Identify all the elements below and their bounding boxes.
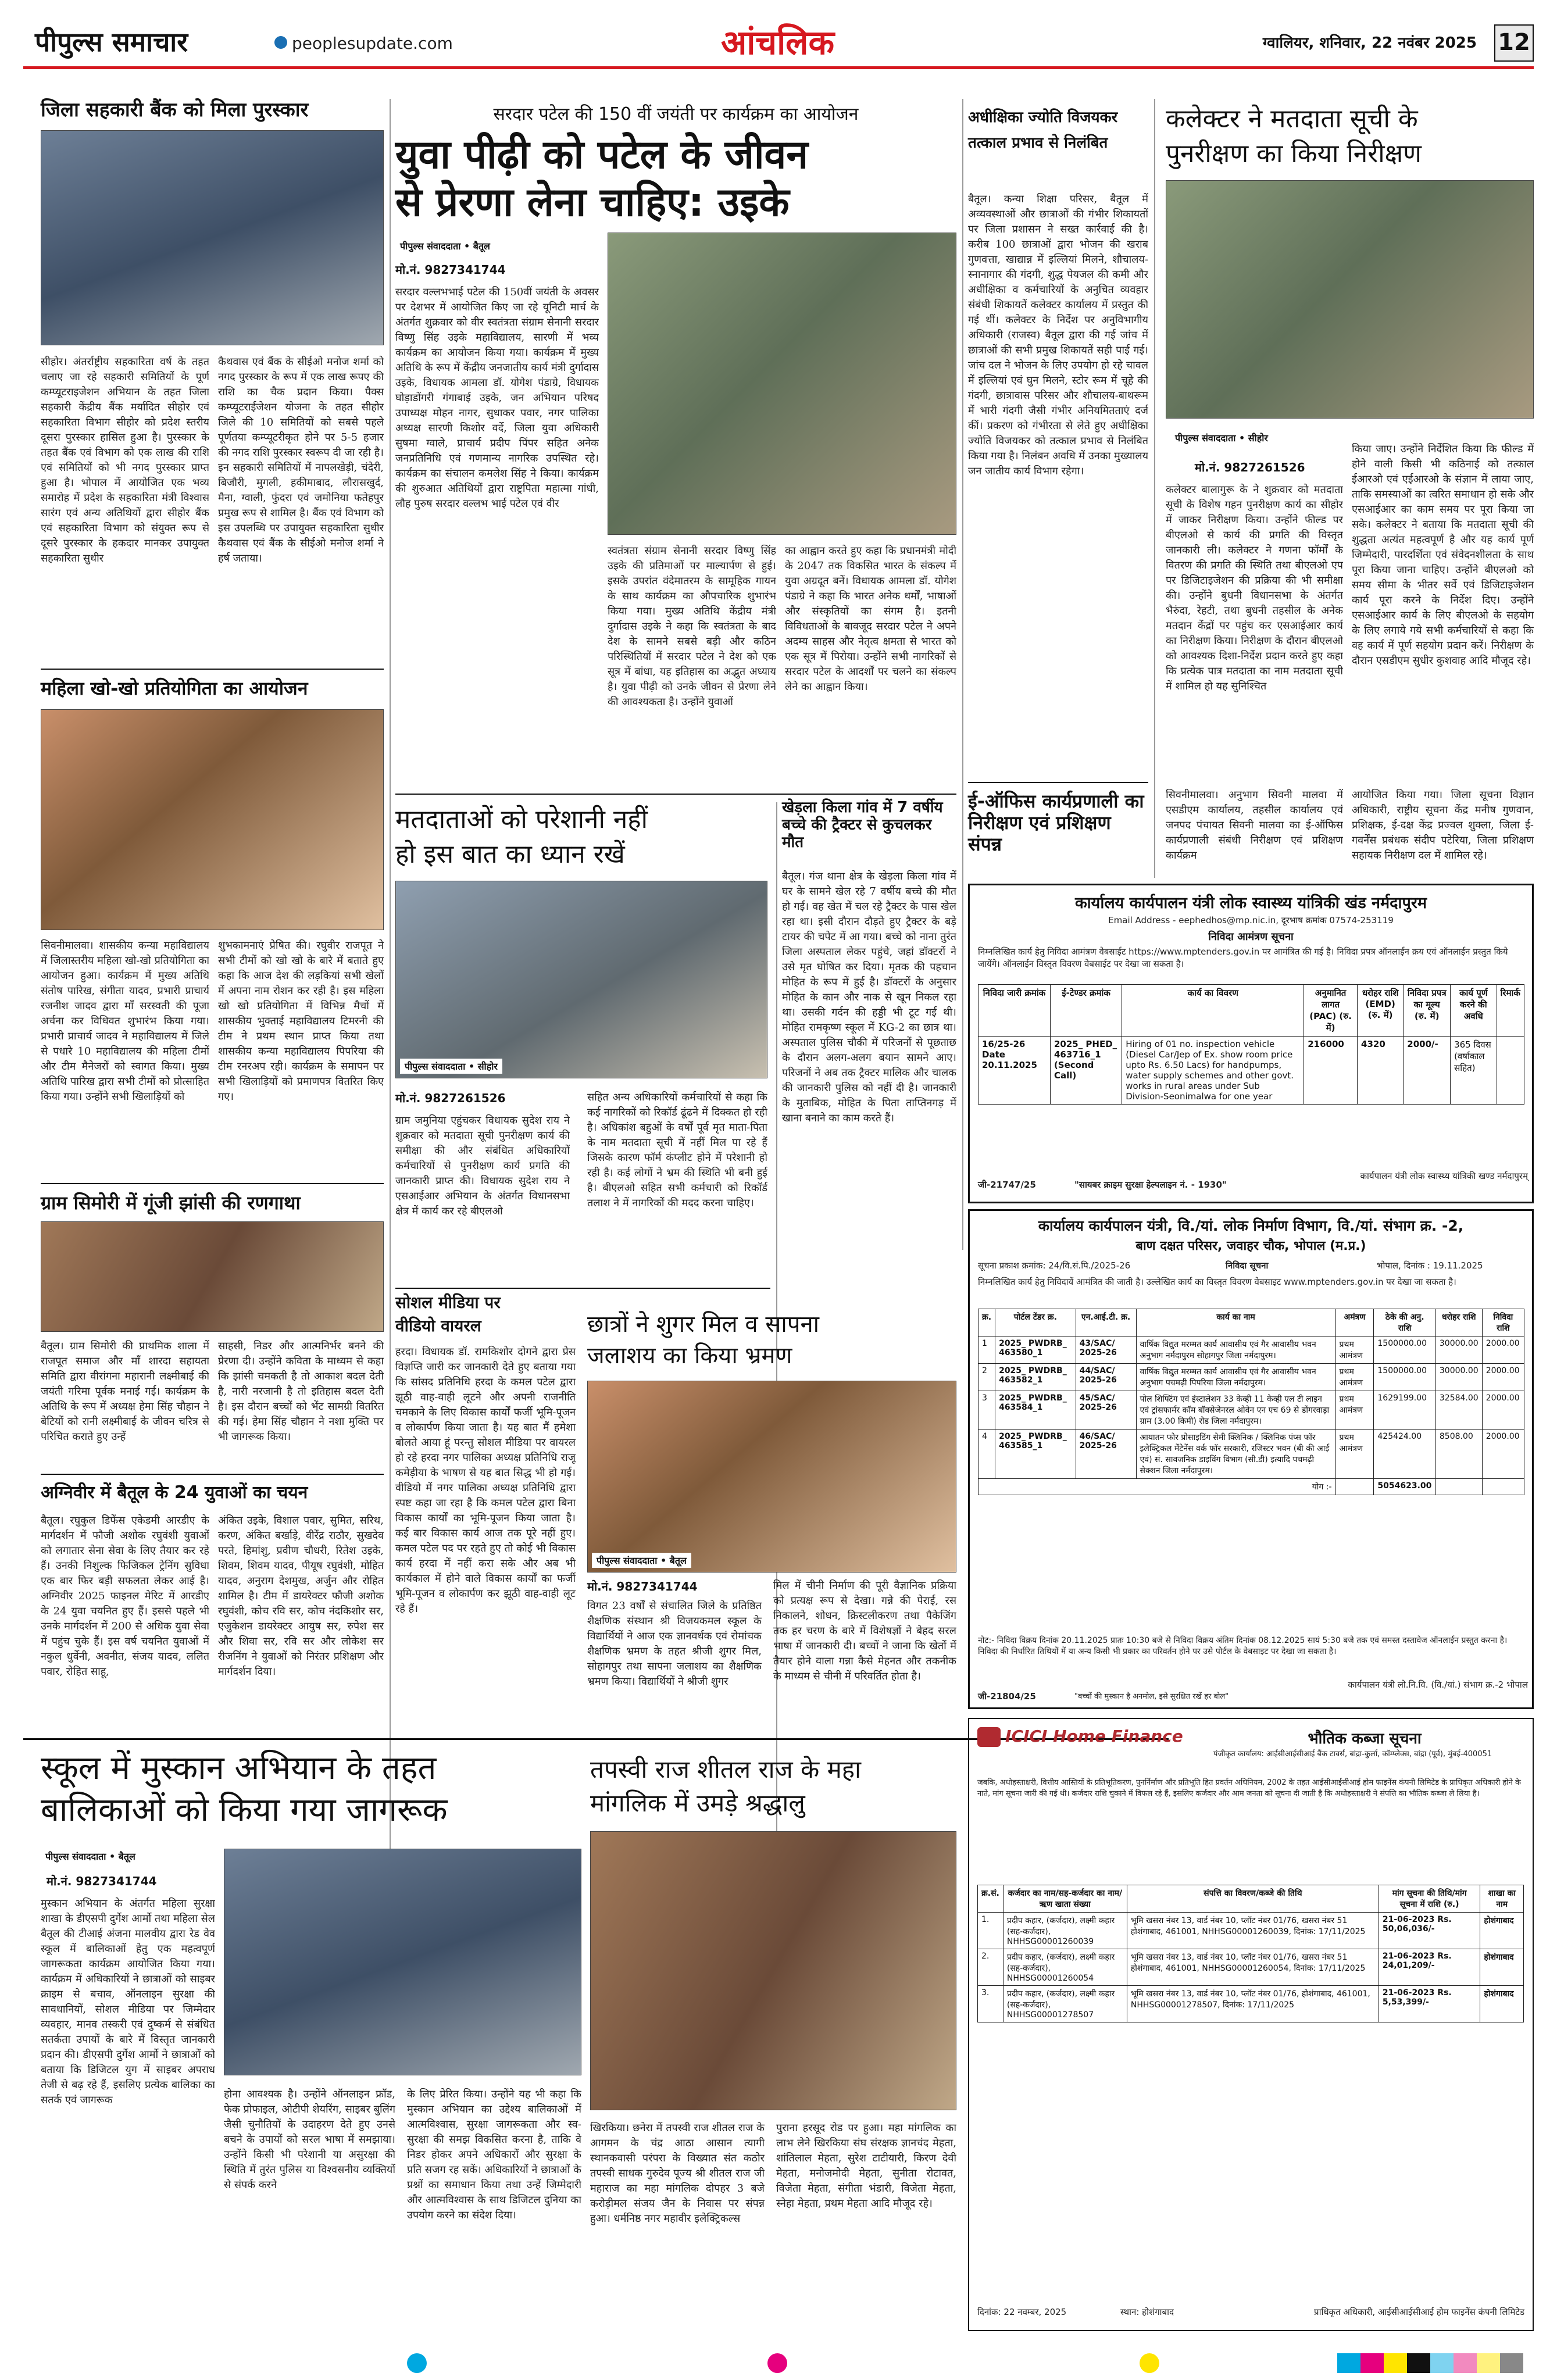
- table-cell: होशंगाबाद: [1480, 1949, 1524, 1986]
- section-rule: [395, 794, 956, 795]
- masthead-rule: [23, 66, 1534, 69]
- table-cell: 46/SAC/ 2025-26: [1076, 1430, 1136, 1479]
- story-body: सरदार वल्लभभाई पटेल की 150वीं जयंती के अवसर पर देशभर में आयोजित किए जा रहे यूनिटी मार्च के अंतर्गत शुक्रवार को वीर स्वतंत्रता संग्राम सेनानी सरदार विष्णु सिंह उइके महाविद्यालय, सारणी में भव्य कार्यक्रम का आयोजन किया गया। कार्यक्रम में मुख्य अतिथि के रूप में केंद्रीय जनजातीय कार्य मंत्री दुर्गादास उइके, विधायक आमला डॉ. योगेश पंडाग्रे, विधायक घोड़ाडोंगरी गंगाबाई उइके, जन अभियान परिषद उपाध्यक्ष मोहन नागर, सुधाकर पवार, नगर पालिका अध्यक्ष सारणी किशोर वर्दे, जिला युवा अधिकारी सुषमा ग्वाले, प्राचार्य प्रदीप पिंपर सहित अनेक जनप्रतिनिधि एवं गणमान्य नागरिक उपस्थित रहे। कार्यक्रम का संचालन कमलेश सिंह ने किया। कार्यक्रम की शुरुआत अतिथियों द्वारा राष्ट्रपिता महात्मा गांधी, लौह पुरुष सरदार वल्लभ भाई पटेल एवं वीर: [395, 286, 599, 510]
- table-cell: 30000.00: [1435, 1336, 1482, 1364]
- table-row: [979, 1430, 1524, 1479]
- story-body: बैतूल। ग्राम सिमोरी की प्राथमिक शाला में राजपूत समाज और माँ शारदा सहायता समिति द्वारा वीरांगना महारानी लक्ष्मीबाई की जयंती गरिमा पूर्वक मनाई गई। कार्यक्रम के अतिथि के रूप में अध्यक्ष हेमा सिंह चौहान ने बेटियों को रानी लक्ष्मीबाई के जीवन चरित्र से परिचित कराते हुए उन्हें: [41, 1340, 209, 1443]
- table-cell: पोल शिफ्टिंग एवं इंस्टालेशन 33 केव्ही 11 केव्ही एल टी लाइन एवं ट्रांसफार्मर कॉम बॉक्सेजेनरल ओवेन एन एच 69 से डोंगरवाड़ा ग्राम (3.00 किमी) रोड जिला नर्मदापुरम।: [1136, 1391, 1335, 1430]
- story-headline: युवा पीढ़ी को पटेल के जीवन: [395, 132, 809, 178]
- color-swatch: [1360, 2353, 1384, 2373]
- table-cell: 21-06-2023 Rs. 50,06,036/-: [1379, 1913, 1480, 1949]
- table-cell: 2025_ PWDRB_ 463582_1: [995, 1364, 1076, 1391]
- notice-footer-right: प्राधिकृत अधिकारी, आईसीआईसीआई होम फाइनेंस कंपनी लिमिटेड: [1314, 2307, 1524, 2317]
- notice-footer-mid: "बच्चों की मुस्कान है अनमोल, इसे सुरक्षित रखें हर बोल": [1074, 1692, 1229, 1701]
- table-cell: 30000.00: [1435, 1364, 1482, 1391]
- masthead: [23, 23, 1534, 64]
- table-cell: प्रथम आमंत्रण: [1335, 1430, 1374, 1479]
- story-tapasvi: [590, 1744, 956, 2331]
- table-cell: 1500000.00: [1374, 1364, 1435, 1391]
- notice-footer-right: कार्यपालन यंत्री लोक स्वास्थ्य यांत्रिकी खण्ड नर्मदापुरम्: [1360, 1171, 1528, 1181]
- story-body: कैथवास एवं बैंक के सीईओ मनोज शर्मा को नगद पुरस्कार के रूप में एक लाख रूपए की राशि का चैक प्रदान किया। पैक्स कम्प्यूटराईजेशन योजना के तहत सीहोर जिले की 10 समितियों को सबसे पहले पूर्णतया कम्प्यूटरीकृत होने पर 5-5 हजार की नगद राशि पुरस्कार स्वरूप दी जा रही है। इन सहकारी समितियों में नापलखेड़ी, चंदेरी, बिजौरी, मुगली, हकीमाबाद, लौरासखुर्द, मैना, ग्वाली, फुंदरा एवं जमोनिया फतेहपुर प्रमुख रूप से शामिल है। बैंक एवं विभाग को इस उपलब्धि पर उपायुक्त सहकारिता सुधीर कैथवास एवं बैंक के सीईओ मनोज शर्मा ने हर्ष जताया।: [218, 356, 384, 564]
- story-body: किया जाए। उन्होंने निर्देशित किया कि फील्ड में होने वाली किसी भी कठिनाई को तत्काल ईआरओ एवं एईआरओ के संज्ञान में लाया जाए, ताकि समस्याओं का त्वरित समाधान हो सके और एसआईआर का काम समय पर पूरा किया जा सके। कलेक्टर ने बताया कि मतदाता सूची की शुद्धता अत्यंत महत्वपूर्ण है और यह कार्य पूर्ण जिम्मेदारी, पारदर्शिता एवं संवेदनशीलता के साथ पूरा किया जाना चाहिए। उन्होंने बीएलओ को समय सीमा के भीतर सर्वे एवं डिजिटाइजेशन कार्य पूरा करने के निर्देश दिए। उन्होंने एसआईआर कार्य के लिए बीएलओ के सहयोग के लिए लगाये गये सभी कर्मचारियों से कहा कि वह कार्य में पूर्ण सहयोग प्रदान करें। निरीक्षण के दौरान एसडीएम सुधीर कुशवाह आदि मौजूद रहे।: [1352, 443, 1534, 667]
- table-cell: 2000/-: [1404, 1037, 1451, 1105]
- dateline: ग्वालियर, शनिवार, 22 नवंबर 2025: [1262, 34, 1477, 52]
- notice-subtitle: निविदा आमंत्रण सूचना: [1208, 931, 1294, 943]
- table-cell: 2000.00: [1482, 1391, 1524, 1430]
- tender-notice-1: [968, 884, 1534, 1203]
- byline: पीपुल्स संवाददाता • बैतूल: [592, 1553, 691, 1568]
- story-body: खिरकिया। छनेरा में तपस्वी राज शीतल राज के आगमन के चंद्र आठा आसान त्यागी स्थानकवासी परंपरा के विख्यात संत कठोर तपस्वी साधक गुरुदेव पूज्य श्री शीतल राज जी महाराज का महा मांगलिक दोपहर 3 बजे करोड़ीमल संजय जैन के निवास पर संपन्न हुआ। धर्मनिष्ठ नगर महावीर इलेक्ट्रिकल्स: [590, 2122, 765, 2225]
- table-cell: वार्षिक विद्युत मरम्मत कार्य आवासीय एवं गैर आवासीय भवन अनुभाग नर्मदापुरम सोहागपुर जिला नर्मदापुरम।: [1136, 1336, 1335, 1364]
- table-cell: प्रदीप कहार, (कर्जदार), लक्ष्मी कहार (सह-कर्जदार), NHHSG00001260039: [1003, 1913, 1127, 1949]
- story-collector: [1160, 93, 1534, 779]
- globe-icon: [274, 36, 287, 49]
- section-title: आंचलिक: [721, 23, 834, 62]
- table-cell: 2025_ PWDRB_ 463585_1: [995, 1430, 1076, 1479]
- table-cell: 365 दिवस (वर्षाकाल सहित): [1451, 1037, 1497, 1105]
- icici-logo-icon: [977, 1727, 1001, 1747]
- notice-date: भोपाल, दिनांक : 19.11.2025: [1377, 1260, 1483, 1271]
- notice-title: कार्यालय कार्यपालन यंत्री लोक स्वास्थ्य यांत्रिकी खंड नर्मदापुरम: [1074, 894, 1427, 912]
- column-header: निविदा राशि: [1482, 1309, 1524, 1336]
- meeting-photo: [395, 881, 767, 1078]
- section-rule: [41, 669, 384, 670]
- column-divider: [390, 99, 391, 1878]
- story-headline: जिला सहकारी बैंक को मिला पुरस्कार: [41, 98, 309, 121]
- notice-intro: निम्नलिखित कार्य हेतु निविदा आमंत्रण वेबसाईट https://www.mptenders.gov.in पर आमंत्रित की गई है। निविदा प्रपत्र ऑनलाईन क्रय एवं ऑनलाईन प्रस्तुत किये जायेंगे। ऑनलाईन विस्तृत विवरण वेबसाईट पर देखा जा सकता है।: [978, 946, 1508, 969]
- registration-mark: [1140, 2353, 1159, 2373]
- possession-table: [977, 1885, 1524, 2022]
- story-headline: जलाशय का किया भ्रमण: [587, 1342, 792, 1369]
- story-headline: ग्राम सिमोरी में गूंजी झांसी की रणगाथा: [41, 1192, 301, 1214]
- column-header: अमंत्रण: [1335, 1309, 1374, 1336]
- column-header: कार्य का नाम: [1136, 1309, 1335, 1336]
- notice-address: बाण दक्षत परिसर, जवाहर चौक, भोपाल (म.प्र.): [1135, 1239, 1366, 1253]
- story-body: सीहोर। अंतर्राष्ट्रीय सहकारिता वर्ष के तहत चलाए जा रहे सहकारी समितियों के पूर्ण कम्प्यूटराइजेशन अभियान के तहत जिला सहकारी केंद्रीय बैंक मर्यादित सीहोर एवं सहकारिता विभाग सीहोर को प्रदेश स्तरीय दूसरा पुरस्कार हासिल हुआ है। पुरस्कार के तहत बैंक एवं विभाग को एक लाख की राशि एवं समितियों को भी नगद पुरस्कार प्राप्त हुआ है। भोपाल में आयोजित एक भव्य समारोह में प्रदेश के सहकारिता मंत्री विश्वास सारंग एवं अन्य अतिथियों द्वारा सीहोर बैंक एवं सहकारिता विभाग को संयुक्त रूप से दूसरे पुरस्कार के हकदार मानकर उपायुक्त सहकारिता सुधीर: [41, 356, 209, 564]
- inspection-photo: [1166, 180, 1534, 419]
- story-headline: मतदाताओं को परेशानी नहीं: [395, 805, 648, 834]
- registration-mark: [767, 2353, 787, 2373]
- color-swatch: [1337, 2353, 1360, 2373]
- story-headline: मांगलिक में उमड़े श्रद्धालु: [590, 1789, 805, 1817]
- story-headline: हो इस बात का ध्यान रखें: [395, 839, 625, 869]
- table-cell: 44/SAC/ 2025-26: [1076, 1364, 1136, 1391]
- story-body: सिवनीमालवा। शासकीय कन्या महाविद्यालय में जिलास्तरीय महिला खो-खो प्रतियोगिता का आयोजन हुआ। कार्यक्रम में मुख्य अतिथि संतोष पारिख, संगीता यादव, प्रभारी प्राचार्य रजनीश जादव द्वारा माँ सरस्वती की पूजा अर्चना कर विधिवत शुभारंभ किया गया। प्रभारी प्राचार्य जादव ने महाविद्यालय में जिले से पधारे 10 महाविद्यालय की महिला टीमों और टीम मैनेजरों को स्वागत किया। मुख्य अतिथि पारिख द्वारा सभी टीमों को प्रोत्साहित किया गया। उन्होंने सभी खिलाड़ियों को: [41, 939, 209, 1103]
- table-cell: भूमि खसरा नंबर 13, वार्ड नंबर 10, प्लॉट नंबर 01/76, खसरा नंबर 51 होशंगाबाद, 461001, NHHSG00001260054, दिनांक: 17/11/2025: [1127, 1949, 1379, 1986]
- students-trip-photo: [587, 1381, 956, 1573]
- column-header: कर्जदार का नाम/सह-कर्जदार का नाम/ऋण खाता संख्या: [1003, 1885, 1127, 1913]
- column-divider: [962, 99, 963, 1250]
- table-cell: प्रदीप कहार, (कर्जदार), लक्ष्मी कहार (सह-कर्जदार), NHHSG00001278507: [1003, 1986, 1127, 2022]
- team-photo: [41, 709, 384, 930]
- column-header: धरोहर राशि: [1435, 1309, 1482, 1336]
- story-headline: स्कूल में मुस्कान अभियान के तहत: [41, 1749, 437, 1787]
- byline: पीपुल्स संवाददाता • बैतूल: [395, 238, 495, 253]
- table-cell: 3: [979, 1391, 995, 1430]
- table-cell: 32584.00: [1435, 1391, 1482, 1430]
- story-body: स्वतंत्रता संग्राम सेनानी सरदार विष्णु सिंह उइके की प्रतिमाओं पर माल्यार्पण से हुई। इसके उपरांत वंदेमातरम के सामूहिक गायन के साथ कार्यक्रम का औपचारिक शुभारंभ किया गया। मुख्य अतिथि केंद्रीय मंत्री दुर्गादास उइके ने कहा कि स्वतंत्रता के बाद देश के सामने सबसे बड़ी और कठिन परिस्थितियों में सरदार पटेल ने देश को एक सूत्र में बांधा, यह इतिहास का अद्भुत अध्याय है। युवा पीढ़ी को उनके जीवन से प्रेरणा लेने की आवश्यकता है। उन्होंने युवाओं: [608, 545, 776, 708]
- table-cell: वार्षिक विद्युत मरम्मत कार्य आवासीय एवं गैर आवासीय भवन अनुभाग पचमढ़ी पिपरिया जिला नर्मदापुरम।: [1136, 1364, 1335, 1391]
- table-cell: होशंगाबाद: [1480, 1986, 1524, 2022]
- tender-table: [978, 1309, 1524, 1495]
- column-header: कार्य पूर्ण करने की अवधि: [1451, 985, 1497, 1037]
- tender-notice-2: [968, 1209, 1534, 1709]
- story-body: बैतूल। कन्या शिक्षा परिसर, बैतूल में अव्यवस्थाओं और छात्राओं की गंभीर शिकायतों पर जिला प्रशासन ने सख्त कार्रवाई की है। करीब 100 छात्राओं द्वारा भोजन की खराब गुणवत्ता, खाद्यान्न में इल्लियां मिलने, शौचालय-स्नानागार की गंदगी, शुद्ध पेयजल की कमी और अधीक्षिका व कर्मचारियों के अनुचित व्यवहार संबंधी शिकायतें कलेक्टर कार्यालय में प्रस्तुत की गई थीं। कलेक्टर के निर्देश पर अनुविभागीय अधिकारी (राजस्व) बैतूल द्वारा की गई जांच में छात्राओं की सभी प्रमुख शिकायतें सही पाई गई। जांच दल ने भोजन के लिए उपयोग हो रहे चावल में इल्लियां एवं घुन मिलने, स्टोर रूम में चूहे की गंदगी, छात्रावास परिसर और शौचालय-बाथरूम में भारी गंदगी जैसी गंभीर अनियमितताएं दर्ज कीं। प्रकरण को गंभीरता से लेते हुए अधीक्षिका ज्योति विजयकर को तत्काल प्रभाव से निलंबित किया गया है। निलंबन अवधि में उनका मुख्यालय जन जातीय कार्य विभाग रहेगा।: [968, 193, 1148, 477]
- story-headline: पुनरीक्षण का किया निरीक्षण: [1166, 139, 1422, 169]
- tender-table: [978, 984, 1524, 1105]
- story-agniveer: [23, 1480, 384, 1729]
- brand-logo: पीपुल्स समाचार: [35, 26, 188, 58]
- notice-office: पंजीकृत कार्यालय: आईसीआईसीआई बैंक टावर्स, बांद्रा-कुर्ला, कॉम्प्लेक्स, बांद्रा (पूर्व), मुंबई-400051: [1213, 1750, 1492, 1759]
- reporter-phone: मो.नं. 9827341744: [395, 263, 506, 277]
- notice-footer-left: जी-21747/25: [978, 1180, 1036, 1190]
- notice-footer-left: दिनांक: 22 नवम्बर, 2025: [977, 2307, 1067, 2317]
- website-link[interactable]: peoplesupdate.com: [292, 34, 453, 53]
- color-swatch: [1500, 2353, 1523, 2373]
- table-cell: आयातन फोर प्रोसाइडिंग सेमी क्लिनिक / क्लिनिक पंप्स फॉर इलेक्ट्रिकल मेंटेनेंस वर्क फॉर सरकारी, रजिस्टर भवन (बी की आई एवं) सं. सावजनिक डाइविंग विभाग (सी.डी) इत्यादि पचमढ़ी सेक्शन जिला नर्मदापुरम।: [1136, 1430, 1335, 1479]
- notice-email: Email Address - eephedhos@mp.nic.in, दूरभाष क्रमांक 07574-253119: [1108, 915, 1394, 925]
- table-cell: [1497, 1037, 1524, 1105]
- table-cell: प्रथम आमंत्रण: [1335, 1391, 1374, 1430]
- story-simori: [23, 1189, 384, 1474]
- notice-ref: सूचना प्रकाश क्रमांक: 24/वि.सं.पि./2025-26: [978, 1260, 1131, 1271]
- table-cell: 216000: [1304, 1037, 1358, 1105]
- story-body: ग्राम जमुनिया एहुंचकर विधायक सुदेश राय ने शुक्रवार को मतदाता सूची पुनरीक्षण कार्य की समीक्षा की और संबंधित अधिकारियों कर्मचारियों से पुनरीक्षण कार्य प्रगति की जानकारी प्राप्त की। विधायक सुदेश राय ने एसआईआर अभियान के अंतर्गत विधानसभा क्षेत्र में कार्य कर रहे बीएलओ: [395, 1114, 570, 1217]
- story-khokho: [23, 674, 384, 1186]
- table-cell: भूमि खसरा नंबर 13, वार्ड नंबर 10, प्लॉट नंबर 01/76, होशंगाबाद, 461001, NHHSG00001278507, दिनांक: 17/11/2025: [1127, 1986, 1379, 2022]
- notice-footer-mid: स्थान: होशंगाबाद: [1120, 2307, 1174, 2317]
- story-body: आयोजित किया गया। जिला सूचना विज्ञान अधिकारी, राष्ट्रीय सूचना केंद्र मनीष गुणवान, प्रशिक्षक, ई-दक्ष केंद्र प्रज्वल शुक्ला, जिला ई-गवर्नेंस प्रबंधक संदीप पटेरिया, जिला प्रशिक्षण सहायक निरीक्षण दल में शामिल रहे।: [1352, 789, 1534, 862]
- table-cell: 2000.00: [1482, 1336, 1524, 1364]
- story-sugar: [587, 1293, 956, 1735]
- table-cell: 4: [979, 1430, 995, 1479]
- story-headline: अधीक्षिका ज्योति विजयकर तत्काल प्रभाव से निलंबित: [968, 109, 1118, 152]
- table-cell: 8508.00: [1435, 1430, 1482, 1479]
- story-body: सिवनीमालवा। अनुभाग सिवनी मालवा में एसडीएम कार्यालय, तहसील कार्यालय एवं जनपद पंचायत सिवनी मालवा का ई-ऑफिस कार्यप्रणाली संबंधी निरीक्षण एवं प्रशिक्षण कार्यक्रम: [1166, 789, 1343, 862]
- column-divider: [1154, 99, 1155, 878]
- column-header: क्र.सं.: [978, 1885, 1004, 1913]
- table-row: [979, 1336, 1524, 1364]
- table-cell: प्रथम आमंत्रण: [1335, 1336, 1374, 1364]
- story-body: बैतूल। रघुकुल डिफेंस एकेडमी आरडीए के मार्गदर्शन में फौजी अशोक रघुवंशी युवाओं को लगातार सेना सेवा के लिए तैयार कर रहे हैं। उनकी निशुल्क फिजिकल ट्रेनिंग सुविधा एक बार फिर बड़ी सफलता लेकर आई है। अग्निवीर 2025 फाइनल मेरिट में आरडीए के 24 युवा चयनित हुए हैं। इससे पहले भी उनके मार्गदर्शन में 200 से अधिक युवा सेवा में पहुंच चुके हैं। इस वर्ष चयनित युवाओं में नकुल धुर्वेनी, अवनीत, संजय यादव, ललित पवार, रोहित साहू,: [41, 1514, 209, 1678]
- table-row: [979, 1037, 1524, 1105]
- table-cell: 2: [979, 1364, 995, 1391]
- story-body: होना आवश्यक है। उन्होंने ऑनलाइन फ्रॉड, फेक प्रोफाइल, ओटीपी शेयरिंग, साइबर बुलिंग जैसी चुनौतियों के उदाहरण देते हुए उनसे बचने के उपायों को सरल भाषा में समझाया। उन्होंने किसी भी परेशानी या असुरक्षा की स्थिति में तुरंत पुलिस या विश्वसनीय व्यक्तियों से संपर्क करने: [224, 2088, 395, 2191]
- color-swatch: [1407, 2353, 1430, 2373]
- icici-notice: [968, 1718, 1534, 2331]
- story-body: साहसी, निडर और आत्मनिर्भर बनने की प्रेरणा दी। उन्होंने कविता के माध्यम से कहा कि झांसी चमकती है तो आकाश बदल देती है, नारी नरजानी है तो इतिहास बदल देती है। इस दौरान बच्चों को भेंट सामग्री वितरित की गई। हेमा सिंह चौहान ने नशा मुक्ति पर भी जागरूक किया।: [218, 1340, 384, 1443]
- story-headline: खेड़ला किला गांव में 7 वर्षीय बच्चे की ट्रैक्टर से कुचलकर मौत: [782, 799, 943, 851]
- table-cell: 2025_ PHED_ 463716_1 (Second Call): [1050, 1037, 1122, 1105]
- table-cell: 21-06-2023 Rs. 5,53,399/-: [1379, 1986, 1480, 2022]
- color-swatch: [1430, 2353, 1454, 2373]
- story-body: विगत 23 वर्षों से संचालित जिले के प्रतिष्ठित शैक्षणिक संस्थान श्री विजयकमल स्कूल के विद्यार्थियों ने आज एक ज्ञानवर्धक एवं रोमांचक शैक्षणिक भ्रमण के तहत श्रीजी शुगर मिल, सोहागपुर तथा सापना जलाशय का शैक्षणिक भ्रमण किया। विद्यार्थियों ने श्रीजी शुगर: [587, 1600, 762, 1688]
- story-superintendent: [968, 93, 1148, 779]
- column-header: क्र.: [979, 1309, 995, 1336]
- table-cell: योग :-: [979, 1479, 1336, 1495]
- table-cell: 5054623.00: [1374, 1479, 1435, 1495]
- column-header: ठेके की अनु. राशि: [1374, 1309, 1435, 1336]
- story-headline: महिला खो-खो प्रतियोगिता का आयोजन: [41, 677, 308, 699]
- story-patel: [395, 93, 956, 791]
- column-header: ई-टेण्डर क्रमांक: [1050, 985, 1122, 1037]
- students-photo: [41, 1221, 384, 1332]
- column-header: कार्य का विवरण: [1122, 985, 1304, 1037]
- table-cell: 3.: [978, 1986, 1004, 2022]
- column-header: निविदा जारी क्रमांक: [979, 985, 1051, 1037]
- column-header: शाखा का नाम: [1480, 1885, 1524, 1913]
- table-cell: 2025_ PWDRB_ 463580_1: [995, 1336, 1076, 1364]
- color-swatch: [1454, 2353, 1477, 2373]
- table-cell: 2000.00: [1482, 1430, 1524, 1479]
- table-cell: 2000.00: [1482, 1364, 1524, 1391]
- section-rule: [968, 782, 1148, 783]
- story-body: पुराना हरसूद रोड पर हुआ। महा मांगलिक का लाभ लेने खिरकिया संघ संरक्षक ज्ञानचंद मेहता, शांतिलाल मेहता, सुरेश टाटीयारी, किरण देवी मेहता, मनोजमोदी मेहता, सुनीता रोटावत, विजेता मेहता, संगीता भंडारी, विजेता मेहता, स्नेहा मेहता, प्रथम मेहता आदि मौजूद रहे।: [776, 2122, 956, 2210]
- table-row: [979, 1479, 1524, 1495]
- story-body: कलेक्टर बालागुरू के ने शुक्रवार को मतदाता सूची के विशेष गहन पुनरीक्षण कार्य का सीहोर में जाकर निरीक्षण किया। उन्होंने फील्ड पर बीएलओ से कार्य की प्रगति की विस्तृत जानकारी ली। कलेक्टर ने गणना फॉर्मों के वितरण की प्रगति की स्थिति तथा बीएलओ एप पर डिजिटाइजेशन की प्रक्रिया की भी समीक्षा की। उन्होंने बुधनी विधानसभा के अंतर्गत भैरुंदा, रेहटी, तथा बुधनी तहसील के अनेक मतदान केंद्रों पर पहुंच कर एसआईआर कार्य का निरीक्षण किया। निरीक्षण के दौरान बीएलओ को आवश्यक दिशा-निर्देश प्रदान करते हुए कहा कि प्रत्येक पात्र मतदाता का नाम मतदाता सूची में शामिल हो यह सुनिश्चित: [1166, 484, 1343, 692]
- story-kicker: सरदार पटेल की 150 वीं जयंती पर कार्यक्रम का आयोजन: [493, 104, 859, 124]
- gathering-photo: [590, 1831, 956, 2110]
- table-row: [979, 1364, 1524, 1391]
- table-row: [978, 1913, 1524, 1949]
- story-body: मिल में चीनी निर्माण की पूरी वैज्ञानिक प्रक्रिया को प्रत्यक्ष रूप से देखा। गन्ने की पेराई, रस निकालने, शोधन, क्रिस्टलीकरण तथा पैकेजिंग तक हर चरण के बारे में विशेषज्ञों ने बेहद सरल भाषा में जानकारी दी। बच्चों ने जाना कि खेतों में तैयार होने वाला गन्ना कैसे मेहनत और तकनीक के माध्यम से चीनी में परिवर्तित होता है।: [773, 1579, 956, 1682]
- registration-mark: [407, 2353, 427, 2373]
- story-social: [395, 1293, 578, 1735]
- story-voters: [395, 799, 770, 1288]
- classroom-photo: [224, 1849, 581, 2075]
- column-header: अनुमानित लागत (PAC) (रु. में): [1304, 985, 1358, 1037]
- notice-title: कार्यालय कार्यपालन यंत्री, वि./यां. लोक निर्माण विभाग, वि./यां. संभाग क्र. -2,: [1038, 1217, 1464, 1234]
- page-number: 12: [1498, 29, 1530, 56]
- story-body: के लिए प्रेरित किया। उन्होंने यह भी कहा कि मुस्कान अभियान का उद्देश्य बालिकाओं में आत्मविश्वास, सुरक्षा जागरूकता और स्व-सुरक्षा की समझ विकसित करना है, ताकि वे निडर होकर अपने अधिकारों और सुरक्षा के प्रति सजग रह सकें। अधिकारियों ने छात्राओं के प्रश्नों का समाधान किया तथा उन्हें जिम्मेदारी और आत्मविश्वास के साथ डिजिटल दुनिया का उपयोग करने का संदेश दिया।: [407, 2088, 581, 2221]
- table-cell: 1.: [978, 1913, 1004, 1949]
- story-body: का आह्वान करते हुए कहा कि प्रधानमंत्री मोदी के 2047 तक विकसित भारत के संकल्प में युवा अग्रदूत बनें। विधायक आमला डॉ. योगेश पंडाग्रे ने कहा कि भारत अनेक धर्मों, भाषाओं और संस्कृतियों का संगम है। इतनी विविधताओं के बावजूद सरदार पटेल ने अपने अदम्य साहस और नेतृत्व क्षमता से भारत को एक सूत्र में पिरोया। उन्होंने सभी नागरिकों से सरदार पटेल के आदर्शों पर चलने का संकल्प लेने का आह्वान किया।: [785, 545, 956, 693]
- reporter-phone: मो.नं. 9827261526: [1195, 460, 1305, 474]
- story-headline: छात्रों ने शुगर मिल व सापना: [587, 1311, 820, 1338]
- table-cell: 43/SAC/ 2025-26: [1076, 1336, 1136, 1364]
- table-cell: 16/25-26 Date 20.11.2025: [979, 1037, 1051, 1105]
- story-body: बैतूल। गंज थाना क्षेत्र के खेड़ला किला गांव में घर के सामने खेल रहे 7 वर्षीय बच्चे की मौत हो गई। वह खेत में चल रहे ट्रैक्टर के पास खेल रहा था। इसी दौरान दौड़ते हुए ट्रैक्टर के बड़े टायर की चपेट में आ गया। बच्चे को नाना तुरंत जिला अस्पताल लेकर पहुंचे, जहां डॉक्टरों ने उसे मृत घोषित कर दिया। मृतक की पहचान मोहित के रूप में हुई है। डॉक्टरों के अनुसार मोहित के कान और नाक से खून निकल रहा था। उसकी गर्दन की हड्डी भी टूट गई थी। मोहित रामकृष्ण स्कूल में KG-2 का छात्र था। अस्पताल पुलिस चौकी में परिजनों से पूछताछ के दौरान अलग-अलग बयान सामने आए। परिजनों ने अब तक ट्रैक्टर मालिक और चालक की जानकारी पुलिस को नहीं दी है। जानकारी के मुताबिक, मोहित के पिता ताप्तिनगड़ में खाना बनाने का काम करते हैं।: [782, 870, 956, 1124]
- story-body: शुभकामनाएं प्रेषित की। रघुवीर राजपूत ने सभी टीमों को खो खो के बारे में बताते हुए कहा कि आज देश की लड़कियां सभी खेलों में अपना नाम रोशन कर रही है। इस महिला खो खो प्रतियोगिता में विभिन्न मैचों में शासकीय भुक्ताई महाविद्यालय टिमरनी की टीम ने प्रथम स्थान प्राप्त किया तथा शासकीय कन्या महाविद्यालय पिपरिया की टीम रनरअप रही। कार्यक्रम के समापन पर सभी खिलाड़ियों को प्रमाणपत्र वितरित किए गए।: [218, 939, 384, 1103]
- notice-footer-left: जी-21804/25: [978, 1691, 1036, 1702]
- award-photo: [41, 130, 384, 345]
- story-khedla: [782, 799, 956, 1264]
- story-headline: वीडियो वायरल: [395, 1316, 481, 1335]
- section-rule: [41, 1474, 384, 1475]
- story-headline: अग्निवीर में बैतूल के 24 युवाओं का चयन: [41, 1482, 308, 1503]
- column-header: रिमार्क: [1497, 985, 1524, 1037]
- table-cell: 45/SAC/ 2025-26: [1076, 1391, 1136, 1430]
- story-headline: सोशल मीडिया पर: [395, 1293, 501, 1312]
- column-header: मांग सूचना की तिथि/मांग सूचना में राशि (रु.): [1379, 1885, 1480, 1913]
- table-row: [978, 1949, 1524, 1986]
- rally-photo: [608, 233, 956, 535]
- notice-footer-mid: "सायबर क्राइम सुरक्षा हेल्पलाइन नं. - 1930": [1074, 1180, 1227, 1190]
- story-body: मुस्कान अभियान के अंतर्गत महिला सुरक्षा शाखा के डीएसपी दुर्गेश आर्मो तथा महिला सेल बैतूल की टीआई अंजना मालवीय द्वारा रेड वेव स्कूल में बालिकाओं हेतु एक महत्वपूर्ण जागरूकता कार्यक्रम आयोजित किया गया। कार्यक्रम में अधिकारियों ने छात्राओं को साइबर क्राइम से बचाव, ऑनलाइन सुरक्षा की सावधानियों, सोशल मीडिया पर जिम्मेदार व्यवहार, मानव तस्करी एवं दुष्कर्म से संबंधित सतर्कता उपायों के बारे में विस्तृत जानकारी प्रदान की। डीएसपी दुर्गेश आर्मो ने छात्राओं को बताया कि डिजिटल युग में साइबर अपराध तेजी से बढ़ रहे हैं, इसलिए प्रत्येक बालिका का सतर्क एवं जागरूक: [41, 1897, 215, 2106]
- notice-footer-right: कार्यपालन यंत्री लो.नि.वि. (वि./यां.) संभाग क्र.-2 भोपाल: [1348, 1679, 1528, 1690]
- color-swatch: [1477, 2353, 1500, 2373]
- reporter-phone: मो.नं. 9827261526: [395, 1091, 506, 1105]
- column-header: निविदा प्रपत्र का मूल्य (रु. में): [1404, 985, 1451, 1037]
- story-headline: तपस्वी राज शीतल राज के महा: [590, 1755, 861, 1784]
- reporter-phone: मो.नं. 9827341744: [587, 1579, 698, 1593]
- story-body: हरदा। विधायक डॉ. रामकिशोर दोगने द्वारा प्रेस विज्ञप्ति जारी कर जानकारी देते हुए बताया गया कि सांसद प्रतिनिधि हरदा के कमल पटेल द्वारा झूठी वाह-वाही लूटने और अपनी राजनीति चमकाने के लिए विकास कार्यों फर्जी भूमि-पूजन व लोकार्पण किया जाता है। यह बात मैं हमेशा बोलते आया हूं परन्तु सोशल मीडिया पर वायरल हो रहे हरदा नगर पालिका अध्यक्ष प्रतिनिधि राजू कमेड़ीया के भाषण से यह बात सिद्ध भी हो गई। वीडियो में नगर पालिका अध्यक्ष प्रतिनिधि द्वारा स्पष्ट कहा जा रहा है कि कमल पटेल द्वारा बिना विकास कार्यों का भूमि-पूजन किया जाता है। कई बार विकास कार्य आज तक पूरे नहीं हुए। कमल पटेल पद पर रहते हुए तो कोई भी विकास कार्य हरदा में नहीं करा सके और अब भी कार्यकाल में होने वाले विकास कार्यों का फर्जी भूमि-पूजन व लोकार्पण कर झूठी वाह-वाही लूट रहे हैं।: [395, 1346, 576, 1615]
- story-bank: [23, 93, 384, 674]
- table-cell: Hiring of 01 no. inspection vehicle (Diesel Car/Jep of Ex. show room price upto Rs. 6.50 Lacs) for handpumps, water supply schemes and other govt. works in rural areas under Sub Division-Seonimalwa for one year: [1122, 1037, 1304, 1105]
- table-cell: 2.: [978, 1949, 1004, 1986]
- table-row: [979, 1391, 1524, 1430]
- table-cell: होशंगाबाद: [1480, 1913, 1524, 1949]
- column-header: एन.आई.टी. क्र.: [1076, 1309, 1136, 1336]
- section-rule: [395, 1288, 770, 1289]
- story-body: अंकित उइके, विशाल पवार, सुमित, सरिथ, करण, अंकित बर्खाड़े, वीरेंद्र राठौर, सुखदेव परते, हिमांशु, प्रवीण चौधरी, रितेश उइके, शिवम, शिवम यादव, पीयूष रघुवंशी, मोहित यादव, अनुराग देशमुख, अर्जुन और रोहित शामिल है। टीम में डायरेक्टर फौजी अशोक रघुवंशी, कोच रवि सर, कोच नंदकिशोर सर, एजुकेशन डायरेक्टर आयुष सर, रुपेश सर और शिवा सर, रवि सर और लोकेश सर रीजनिंग ने युवाओं को निरंतर प्रशिक्षण और मार्गदर्शन दिया।: [218, 1514, 384, 1678]
- table-cell: 1629199.00: [1374, 1391, 1435, 1430]
- column-header: धरोहर राशि (EMD) (रु. में): [1358, 985, 1404, 1037]
- column-header: पोर्टल टेंडर क्र.: [995, 1309, 1076, 1336]
- table-cell: 1: [979, 1336, 995, 1364]
- story-headline: से प्रेरणा लेना चाहिए: उइके: [395, 180, 790, 226]
- story-body: सहित अन्य अधिकारियों कर्मचारियों से कहा कि कई नागरिकों को रिकॉर्ड ढूंढने में दिक्कत हो रही है। अधिकांश बहुओं के वर्षों पूर्व मृत माता-पिता के नाम मतदाता सूची में नहीं मिल पा रहे हैं जिसके कारण फॉर्म कंप्लीट होने में परेशानी हो रही है। कई लोगों ने भ्रम की स्थिति भी बनी हुई है। बीएलओ सहित सभी कर्मचारी को रिकॉर्ड तलाश ने में नागरिकों की मदद करना चाहिए।: [587, 1091, 767, 1209]
- notice-title: भौतिक कब्जा सूचना: [1308, 1730, 1422, 1748]
- table-cell: प्रथम आमंत्रण: [1335, 1364, 1374, 1391]
- notice-note: नोट:- निविदा विक्रय दिनांक 20.11.2025 प्रातः 10:30 बजे से निविदा विक्रय अंतिम दिनांक 08.12.2025 सायं 5:30 बजे तक एवं समस्त दस्तावेज ऑनलाईन प्रस्तुत करना है। निविदा की निर्धारित तिथियों में या अन्य किसी भी प्रकार का परिवर्तन होने पर उसे पोर्टल के वेबसाइट पर देखा जा सकता है।: [978, 1636, 1508, 1656]
- column-header: संपत्ति का विवरण/कब्जे की तिथि: [1127, 1885, 1379, 1913]
- notice-intro: निम्नलिखित कार्य हेतु निविदायें आमंत्रित की जाती है। उल्लेखित कार्य का विस्तृत विवरण वेबसाइट www.mptenders.gov.in पर देखा जा सकता है।: [978, 1277, 1456, 1287]
- table-cell: 2025_ PWDRB_ 463584_1: [995, 1391, 1076, 1430]
- table-cell: भूमि खसरा नंबर 13, वार्ड नंबर 10, प्लॉट नंबर 01/76, खसरा नंबर 51 होशंगाबाद, 461001, NHHSG00001260039, दिनांक: 17/11/2025: [1127, 1913, 1379, 1949]
- table-cell: 425424.00: [1374, 1430, 1435, 1479]
- table-row: [978, 1986, 1524, 2022]
- reporter-phone: मो.नं. 9827341744: [47, 1874, 157, 1888]
- table-cell: 21-06-2023 Rs. 24,01,209/-: [1379, 1949, 1480, 1986]
- notice-subtitle: निविदा सूचना: [1226, 1260, 1269, 1271]
- registration-marks: [0, 2349, 1557, 2380]
- byline: पीपुल्स संवाददाता • सीहोर: [400, 1059, 502, 1074]
- story-headline: कलेक्टर ने मतदाता सूची के: [1166, 104, 1418, 134]
- byline: पीपुल्स संवाददाता • बैतूल: [41, 1849, 140, 1864]
- table-cell: 4320: [1358, 1037, 1404, 1105]
- icici-brand: ICICI Home Finance: [1005, 1727, 1183, 1746]
- byline: पीपुल्स संवाददाता • सीहोर: [1170, 430, 1273, 445]
- table-cell: 1500000.00: [1374, 1336, 1435, 1364]
- table-cell: प्रदीप कहार, (कर्जदार), लक्ष्मी कहार (सह-कर्जदार), NHHSG00001260054: [1003, 1949, 1127, 1986]
- section-rule: [41, 1183, 384, 1184]
- color-swatch: [1384, 2353, 1407, 2373]
- story-school: [23, 1744, 581, 2331]
- story-headline: बालिकाओं को किया गया जागरूक: [41, 1791, 448, 1829]
- story-headline: ई-ऑफिस कार्यप्रणाली का निरीक्षण एवं प्रशिक्षण संपन्न: [968, 790, 1144, 855]
- notice-intro: जबकि, अधोहस्ताक्षरी, वित्तीय आस्तियों के प्रतिभूतिकरण, पुनर्निर्माण और प्रतिभूति हित प्रवर्तन अधिनियम, 2002 के तहत आईसीआईसीआई होम फाइनेंस कंपनी लिमिटेड के प्राधिकृत अधिकारी होने के नाते, मांग सूचना जारी की गई थी। कर्जदार राशि चुकाने में विफल रहे हैं, इसलिए कर्जदार और आम जनता को सूचना दी जाती है कि अधोहस्ताक्षरी ने संपत्ति का भौतिक कब्जा ले लिया है।: [977, 1778, 1522, 1798]
